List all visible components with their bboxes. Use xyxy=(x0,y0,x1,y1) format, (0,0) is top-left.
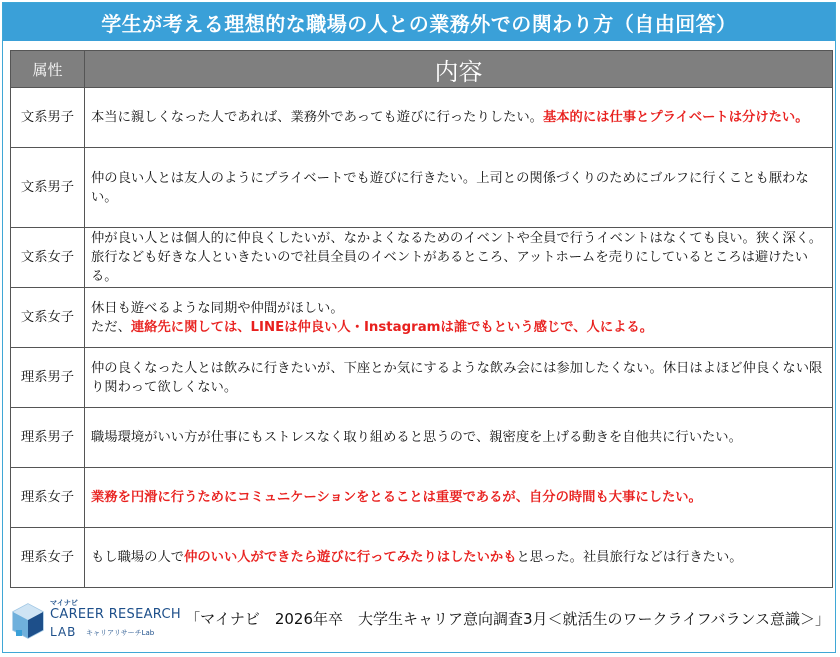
logo-subtitle: キャリアリサーチLab xyxy=(86,629,155,637)
content-text: 仲が良い人とは個人的に仲良くしたいが、なかよくなるためのイベントや全員で行うイベントはなくても良い。狭く深く。旅行なども好きな人といきたいので社員全員のイベントがあるところ、アットホームを売りにしているところは避けたいる。 xyxy=(91,231,823,284)
header-attribute: 属性 xyxy=(11,51,85,88)
row-content xyxy=(85,88,833,148)
highlighted-text: 業務を円滑に行うためにコミュニケーションをとることは重要であるが、自分の時間も大事にしたい。 xyxy=(91,490,702,505)
row-attribute: 理系女子 xyxy=(11,468,85,528)
cube-logo-icon xyxy=(10,602,46,642)
table-row xyxy=(11,408,833,468)
highlighted-text: 基本的には仕事とプライベートは分けたい。 xyxy=(542,110,809,125)
table-row xyxy=(11,348,833,408)
row-content xyxy=(85,528,833,588)
table-row xyxy=(11,88,833,148)
row-attribute: 文系女子 xyxy=(11,228,85,288)
row-content xyxy=(85,148,833,228)
logo-brand: マイナビ xyxy=(50,599,78,607)
table-row xyxy=(11,468,833,528)
page-frame xyxy=(2,2,836,653)
table-row xyxy=(11,228,833,288)
row-attribute: 理系男子 xyxy=(11,408,85,468)
row-content xyxy=(85,288,833,348)
responses-table xyxy=(10,50,833,588)
table-header-row xyxy=(11,51,833,88)
row-attribute: 文系男子 xyxy=(11,148,85,228)
row-content xyxy=(85,348,833,408)
content-text: ただ、 xyxy=(91,319,131,335)
content-text: 仲の良い人とは友人のようにプライベートでも遊びに行きたい。上司との関係づくりのためにゴルフに行くことも厭わない。 xyxy=(91,170,809,205)
content-text: 休日も遊べるような同期や仲間がほしい。 xyxy=(91,300,344,316)
row-content xyxy=(85,408,833,468)
row-attribute: 理系女子 xyxy=(11,528,85,588)
row-attribute: 文系男子 xyxy=(11,88,85,148)
row-content xyxy=(85,468,833,528)
highlighted-text: 連絡先に関しては、LINEは仲良い人・Instagramは誰でもという感じで、人による。 xyxy=(130,319,654,335)
source-caption: 「マイナビ 2026年卒 大学生キャリア意向調査3月＜就活生のワークライフバランス意識＞」 xyxy=(185,610,830,628)
logo-line2: LAB xyxy=(50,625,77,639)
content-text: 職場環境がいい方が仕事にもストレスなく取り組めると思うので、親密度を上げる動きを自他共に行いたい。 xyxy=(91,430,742,445)
logo-line1: CAREER RESEARCH xyxy=(50,607,181,622)
highlighted-text: 仲のいい人ができたら遊びに行ってみたりはしたいかも xyxy=(184,550,517,565)
table-body xyxy=(11,88,833,588)
content-text: 本当に親しくなった人であれば、業務外であっても遊びに行ったりしたい。 xyxy=(91,110,543,125)
table-row xyxy=(11,288,833,348)
table-row xyxy=(11,528,833,588)
row-attribute: 理系男子 xyxy=(11,348,85,408)
row-content xyxy=(85,228,833,288)
table-row xyxy=(11,148,833,228)
row-attribute: 文系女子 xyxy=(11,288,85,348)
career-research-lab-logo xyxy=(10,598,181,646)
content-text: と思った。社員旅行などは行きたい。 xyxy=(516,550,743,565)
header-content: 内容 xyxy=(85,51,833,88)
page-title: 学生が考える理想的な職場の人との業務外での関わり方（自由回答） xyxy=(3,3,835,41)
content-text: 仲の良くなった人とは飲みに行きたいが、下座とか気にするような飲み会には参加したくない。休日はよほど仲良くない限り関わって欲しくない。 xyxy=(91,360,823,395)
content-text: もし職場の人で xyxy=(91,550,185,565)
